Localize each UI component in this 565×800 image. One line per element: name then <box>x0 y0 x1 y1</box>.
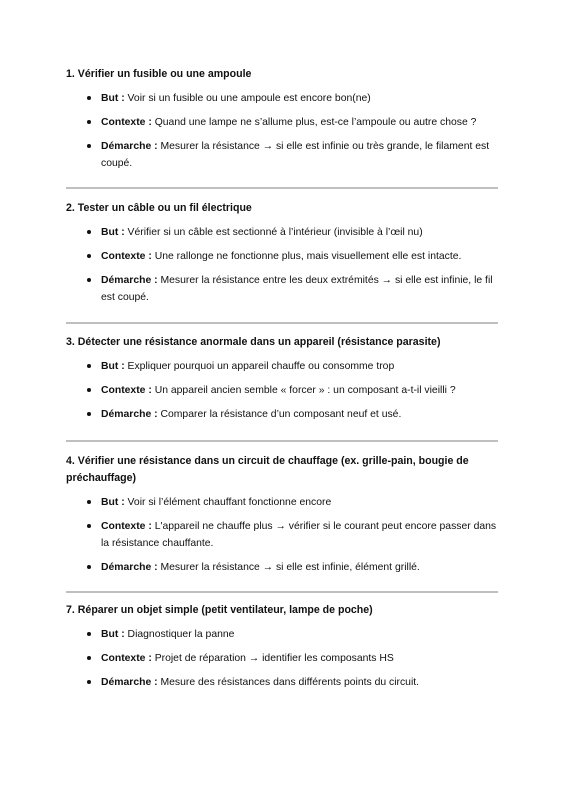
item-text: Voir si l’élément chauffant fonctionne encore <box>124 497 332 508</box>
list-item-contexte <box>66 248 498 265</box>
bullet-icon <box>87 656 91 660</box>
item-key: But : <box>101 497 125 508</box>
list-item-demarche <box>66 138 498 172</box>
item-text: Un appareil ancien semble « forcer » : un composant a-t-il vieilli ? <box>151 385 456 396</box>
bullet-list <box>66 358 498 423</box>
section-title: 7. Réparer un objet simple (petit ventilateur, lampe de poche) <box>66 604 373 616</box>
item-key: Démarche : <box>101 677 158 688</box>
item-key: But : <box>101 227 125 238</box>
list-item-contexte <box>66 382 498 399</box>
section-cable-fil <box>66 200 498 313</box>
item-key: Démarche : <box>101 409 158 420</box>
bullet-icon <box>87 254 91 258</box>
bullet-list <box>66 626 498 691</box>
item-text: Comparer la résistance d’un composant neuf et usé. <box>157 409 402 420</box>
list-item-contexte <box>66 518 498 552</box>
list-item-demarche <box>66 272 498 306</box>
bullet-icon <box>87 364 91 368</box>
item-key: But : <box>101 629 125 640</box>
item-key: Démarche : <box>101 141 158 152</box>
list-item-but <box>66 358 498 375</box>
section-divider <box>66 187 498 189</box>
item-text: Mesure des résistances dans différents points du circuit. <box>157 677 420 688</box>
item-text: Projet de réparation → identifier les composants HS <box>151 653 394 664</box>
bullet-icon <box>87 96 91 100</box>
section-title: 1. Vérifier un fusible ou une ampoule <box>66 68 252 80</box>
item-text: Vérifier si un câble est sectionné à l’intérieur (invisible à l’œil nu) <box>124 227 423 238</box>
item-key: Contexte : <box>101 653 152 664</box>
item-key: Contexte : <box>101 521 152 532</box>
section-reparer-objet <box>66 602 498 698</box>
bullet-icon <box>87 144 91 148</box>
bullet-icon <box>87 632 91 636</box>
list-item-contexte <box>66 650 498 667</box>
item-text: Expliquer pourquoi un appareil chauffe ou consomme trop <box>124 361 395 372</box>
section-resistance-parasite <box>66 334 498 430</box>
item-text: Une rallonge ne fonctionne plus, mais visuellement elle est intacte. <box>151 251 462 262</box>
item-text: Mesurer la résistance entre les deux extrémités → si elle est infinie, le fil est coupé. <box>101 275 493 303</box>
item-key: Contexte : <box>101 117 152 128</box>
item-text: Mesurer la résistance → si elle est infinie, élément grillé. <box>157 562 420 573</box>
list-item-but <box>66 90 498 107</box>
item-key: But : <box>101 93 125 104</box>
section-title: 4. Vérifier une résistance dans un circuit de chauffage (ex. grille-pain, bougie de préchauffage) <box>66 455 469 484</box>
section-circuit-chauffage <box>66 453 498 583</box>
list-item-demarche <box>66 406 498 423</box>
bullet-icon <box>87 278 91 282</box>
bullet-icon <box>87 680 91 684</box>
item-text: Mesurer la résistance → si elle est infinie ou très grande, le filament est coupé. <box>101 141 490 169</box>
list-item-demarche <box>66 674 498 691</box>
item-key: Démarche : <box>101 562 158 573</box>
bullet-icon <box>87 500 91 504</box>
section-fusible-ampoule <box>66 66 498 179</box>
bullet-icon <box>87 230 91 234</box>
item-text: Voir si un fusible ou une ampoule est encore bon(ne) <box>124 93 371 104</box>
item-key: Contexte : <box>101 385 152 396</box>
item-text: Diagnostiquer la panne <box>124 629 235 640</box>
bullet-list <box>66 90 498 172</box>
item-key: Démarche : <box>101 275 158 286</box>
bullet-icon <box>87 412 91 416</box>
section-divider <box>66 322 498 324</box>
bullet-icon <box>87 524 91 528</box>
bullet-icon <box>87 565 91 569</box>
item-key: But : <box>101 361 125 372</box>
item-text: L'appareil ne chauffe plus → vérifier si le courant peut encore passer dans la résistance chauffante. <box>101 521 497 549</box>
item-text: Quand une lampe ne s’allume plus, est-ce l’ampoule ou autre chose ? <box>151 117 477 128</box>
bullet-list <box>66 224 498 306</box>
list-item-demarche <box>66 559 498 576</box>
list-item-but <box>66 494 498 511</box>
bullet-list <box>66 494 498 576</box>
list-item-but <box>66 626 498 643</box>
section-divider <box>66 440 498 442</box>
section-title: 2. Tester un câble ou un fil électrique <box>66 202 252 214</box>
list-item-but <box>66 224 498 241</box>
section-divider <box>66 591 498 593</box>
list-item-contexte <box>66 114 498 131</box>
item-key: Contexte : <box>101 251 152 262</box>
bullet-icon <box>87 120 91 124</box>
bullet-icon <box>87 388 91 392</box>
section-title: 3. Détecter une résistance anormale dans un appareil (résistance parasite) <box>66 336 441 348</box>
